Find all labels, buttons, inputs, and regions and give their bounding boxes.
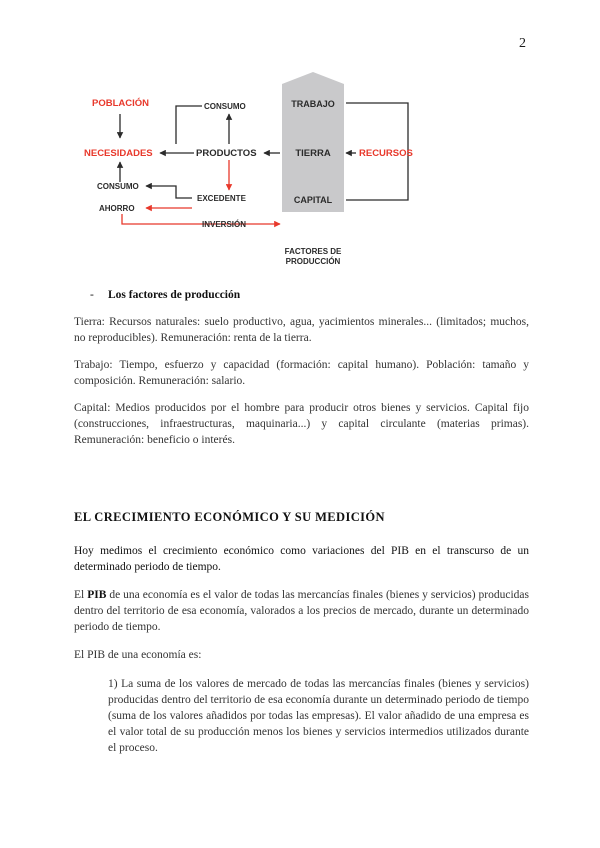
paragraph-intro: Hoy medimos el crecimiento económico como variaciones del PIB en el transcurso de un determinado periodo de tiempo. xyxy=(74,545,529,573)
pib-prefix: El xyxy=(74,589,88,601)
pib-bold: PIB xyxy=(87,589,107,601)
label-recursos: RECURSOS xyxy=(359,148,413,159)
label-consumo-left: CONSUMO xyxy=(97,182,139,191)
label-capital: CAPITAL xyxy=(293,195,333,205)
list-item-1: 1) La suma de los valores de mercado de todas las mercancías finales (bienes y servicios) producidas dentro del territorio de esa economía durante un determinado periodo de tiempo (suma de los valores añadidos por todas las empresas). El valor añadido de una empresa es el valor total de su producción menos los bienes y servicios intermedios utilizados durante el proceso. xyxy=(108,678,529,754)
factors-diagram xyxy=(84,72,444,272)
bullet-dash: - xyxy=(90,289,94,301)
factores-title: Los factores de producción xyxy=(108,289,241,301)
label-factores-2: PRODUCCIÓN xyxy=(285,257,341,266)
arrow-excedente-consumo xyxy=(146,186,192,198)
label-consumo-top: CONSUMO xyxy=(204,102,246,111)
arrow-inversion-capital xyxy=(122,214,280,224)
label-factores-1: FACTORES DE xyxy=(284,247,342,256)
label-inversion: INVERSIÓN xyxy=(202,220,247,229)
pib-rest: de una economía es el valor de todas las mercancías finales (bienes y servicios) producidas dentro del territorio de esa economía, valorados a los precios de mercado, durante un determinado periodo de tiempo. xyxy=(74,589,529,633)
label-trabajo: TRABAJO xyxy=(291,99,335,109)
section-heading: EL CRECIMIENTO ECONÓMICO Y SU MEDICIÓN xyxy=(74,510,385,524)
paragraph-pib-es: El PIB de una economía es: xyxy=(74,649,202,661)
paragraph-tierra: Tierra: Recursos naturales: suelo productivo, agua, yacimientos minerales... (limitados; muchos, no reproducibles). Remuneración: renta de la tierra. xyxy=(74,316,529,344)
label-ahorro: AHORRO xyxy=(99,204,135,213)
paragraph-capital: Capital: Medios producidos por el hombre para producir otros bienes y servicios. Capital fijo (construcciones, infraestructuras, maquinaria...) y capital circulante (materias primas). Remuneración: beneficio o interés. xyxy=(74,402,529,446)
label-tierra: TIERRA xyxy=(295,148,331,159)
paragraph-trabajo: Trabajo: Tiempo, esfuerzo y capacidad (formación: capital humano). Población: tamaño y composición. Remuneración: salario. xyxy=(74,359,529,387)
paragraph-pib-definition xyxy=(74,587,529,635)
page-number: 2 xyxy=(519,36,526,51)
label-productos: PRODUCTOS xyxy=(196,148,257,159)
factores-subheading xyxy=(74,287,529,303)
label-excedente: EXCEDENTE xyxy=(197,194,246,203)
line-consumo-loop xyxy=(176,106,202,144)
label-necesidades: NECESIDADES xyxy=(84,148,153,159)
factors-box xyxy=(282,72,344,212)
diagram-svg xyxy=(84,72,444,272)
label-poblacion: POBLACIÓN xyxy=(92,98,149,109)
